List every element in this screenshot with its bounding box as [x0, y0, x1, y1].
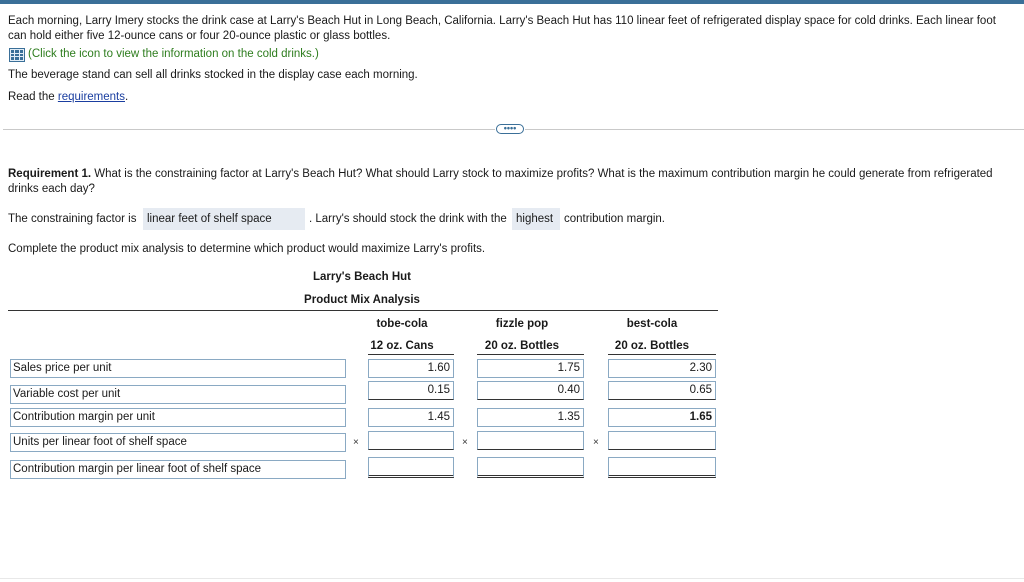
requirement-line-1: [8, 168, 993, 180]
requirement-line-2: drinks each day?: [8, 183, 95, 195]
sales-price-tobe-cola[interactable]: 1.60: [368, 359, 454, 378]
cm-per-foot-fizzle-pop[interactable]: [477, 457, 584, 478]
bottom-rule: [0, 578, 1024, 579]
units-per-foot-fizzle-pop[interactable]: [477, 431, 584, 450]
column-name-best-cola: best-cola: [626, 318, 678, 330]
cold-drinks-info-link[interactable]: (Click the icon to view the information on the cold drinks.): [28, 48, 319, 60]
constraint-middle: . Larry's should stock the drink with the: [309, 213, 507, 225]
read-suffix: .: [125, 91, 129, 103]
column-name-tobe-cola: tobe-cola: [376, 318, 428, 330]
requirement-label: Requirement 1.: [8, 168, 92, 180]
row-label-variable-cost: Variable cost per unit: [10, 385, 346, 404]
requirement-text: What is the constraining factor at Larry's Beach Hut? What should Larry stock to maximize profits? What is the maximum contribution margin he could generate from refrigerated: [91, 168, 993, 180]
requirements-link[interactable]: requirements: [57, 91, 125, 103]
times-symbol: ×: [593, 437, 599, 448]
section-divider-right: [525, 129, 1024, 130]
variable-cost-best-cola[interactable]: 0.65: [608, 381, 716, 400]
table-top-rule: [8, 310, 718, 311]
variable-cost-tobe-cola[interactable]: 0.15: [368, 381, 454, 400]
column-unit-best-cola: 20 oz. Bottles: [614, 340, 690, 352]
variable-cost-fizzle-pop[interactable]: 0.40: [477, 381, 584, 400]
constraint-prefix: The constraining factor is: [8, 213, 137, 225]
instruction-text: Complete the product mix analysis to determine which product would maximize Larry's profits.: [8, 243, 486, 255]
header-rule-fizzle-pop: [477, 354, 584, 355]
column-unit-fizzle-pop: 20 oz. Bottles: [484, 340, 560, 352]
column-name-fizzle-pop: fizzle pop: [495, 318, 549, 330]
section-divider-left: [3, 129, 495, 130]
margin-level-answer[interactable]: highest: [512, 208, 560, 230]
row-label-units-per-foot: Units per linear foot of shelf space: [10, 433, 346, 452]
units-per-foot-best-cola[interactable]: [608, 431, 716, 450]
header-rule-best-cola: [608, 354, 716, 355]
table-title: Larry's Beach Hut: [313, 271, 411, 283]
header-rule-tobe-cola: [368, 354, 454, 355]
contribution-margin-fizzle-pop[interactable]: 1.35: [477, 408, 584, 427]
cm-per-foot-best-cola[interactable]: [608, 457, 716, 478]
row-label-cm-per-foot: Contribution margin per linear foot of shelf space: [10, 460, 346, 479]
row-label-sales-price: Sales price per unit: [10, 359, 346, 378]
top-accent-bar: [0, 0, 1024, 4]
intro-line-2: can hold either five 12-ounce cans or four 20-ounce plastic or glass bottles.: [8, 30, 391, 42]
constraint-suffix: contribution margin.: [564, 213, 665, 225]
row-label-contribution-margin: Contribution margin per unit: [10, 408, 346, 427]
units-per-foot-tobe-cola[interactable]: [368, 431, 454, 450]
sales-price-fizzle-pop[interactable]: 1.75: [477, 359, 584, 378]
sales-price-best-cola[interactable]: 2.30: [608, 359, 716, 378]
read-prefix: Read the: [8, 91, 58, 103]
constraining-factor-answer[interactable]: linear feet of shelf space: [143, 208, 305, 230]
intro-line-1: Each morning, Larry Imery stocks the drink case at Larry's Beach Hut in Long Beach, California. Larry's Beach Hut has 110 linear feet of refrigerated display space for cold drinks. Each linear foot: [8, 15, 996, 27]
table-subtitle: Product Mix Analysis: [304, 294, 420, 306]
data-table-icon[interactable]: [9, 48, 25, 62]
times-symbol: ×: [353, 437, 359, 448]
contribution-margin-tobe-cola[interactable]: 1.45: [368, 408, 454, 427]
cm-per-foot-tobe-cola[interactable]: [368, 457, 454, 478]
times-symbol: ×: [462, 437, 468, 448]
intro-line-3: The beverage stand can sell all drinks stocked in the display case each morning.: [8, 69, 418, 81]
expand-button[interactable]: ••••: [496, 124, 524, 134]
contribution-margin-best-cola[interactable]: 1.65: [608, 408, 716, 427]
column-unit-tobe-cola: 12 oz. Cans: [370, 340, 434, 352]
read-requirements-text: [8, 91, 128, 103]
